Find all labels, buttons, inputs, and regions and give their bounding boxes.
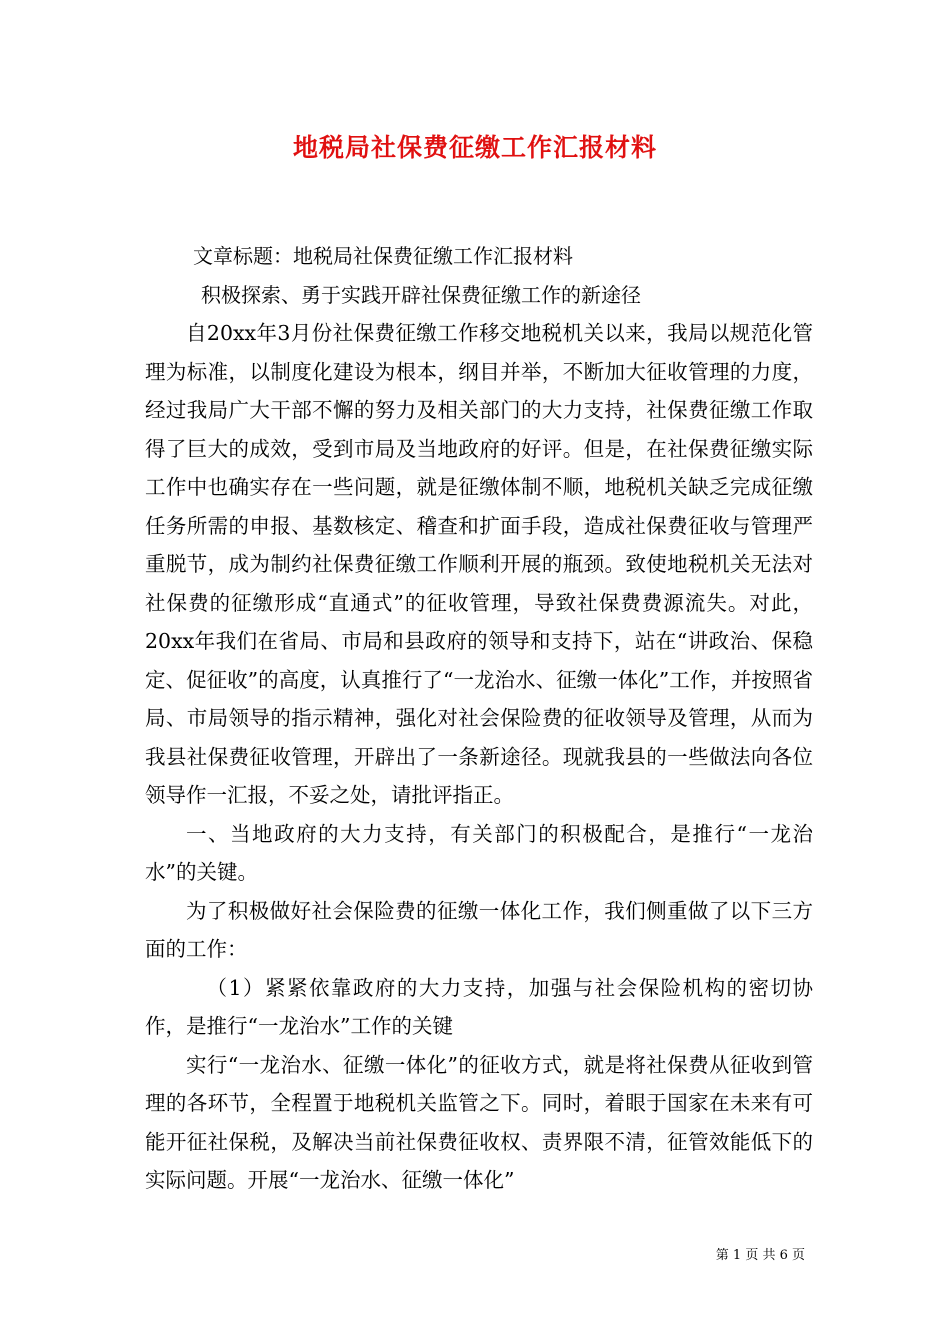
document-title: 地税局社保费征缴工作汇报材料 [292, 133, 657, 162]
subsection-heading: （1）紧紧依靠政府的大力支持，加强与社会保险机构的密切协作，是推行“一龙治水”工作的关键 [145, 975, 813, 1038]
page-number: 第 1 页 共 6 页 [715, 1248, 805, 1263]
body-paragraph: 实行“一龙治水、征缴一体化”的征收方式，就是将社保费从征收到管理的各环节，全程置于地税机关监管之下。同时，着眼于国家在未来有可能开征社保税，及解决当前社保费征收权、责界限不清，征管效能低下的实际问题。开展“一龙治水、征缴一体化” [145, 1052, 813, 1192]
article-title-line: 文章标题：地税局社保费征缴工作汇报材料 [193, 244, 573, 268]
document-body [145, 314, 813, 1200]
body-paragraph: 自20xx年3月份社保费征缴工作移交地税机关以来，我局以规范化管理为标准，以制度化建设为根本，纲目并举，不断加大征收管理的力度，经过我局广大干部不懈的努力及相关部门的大力支持，社保费征缴工作取得了巨大的成效，受到市局及当地政府的好评。但是，在社保费征缴实际工作中也确实存在一些问题，就是征缴体制不顺，地税机关缺乏完成征缴任务所需的申报、基数核定、稽查和扩面手段，造成社保费征收与管理严重脱节，成为制约社保费征缴工作顺利开展的瓶颈。致使地税机关无法对社保费的征缴形成“直通式”的征收管理，导致社保费费源流失。对此，20xx年我们在省局、市局和县政府的领导和支持下，站在“讲政治、保稳定、促征收”的高度，认真推行了“一龙治水、征缴一体化”工作，并按照省局、市局领导的指示精神，强化对社会保险费的征收领导及管理，从而为我县社保费征收管理，开辟出了一条新途径。现就我县的一些做法向各位领导作一汇报，不妥之处，请批评指正。 [145, 321, 813, 807]
document-subtitle: 积极探索、勇于实践开辟社保费征缴工作的新途径 [201, 283, 641, 307]
body-paragraph: 为了积极做好社会保险费的征缴一体化工作，我们侧重做了以下三方面的工作： [145, 898, 813, 961]
section-heading: 一、当地政府的大力支持，有关部门的积极配合，是推行“一龙治水”的关键。 [145, 821, 813, 884]
